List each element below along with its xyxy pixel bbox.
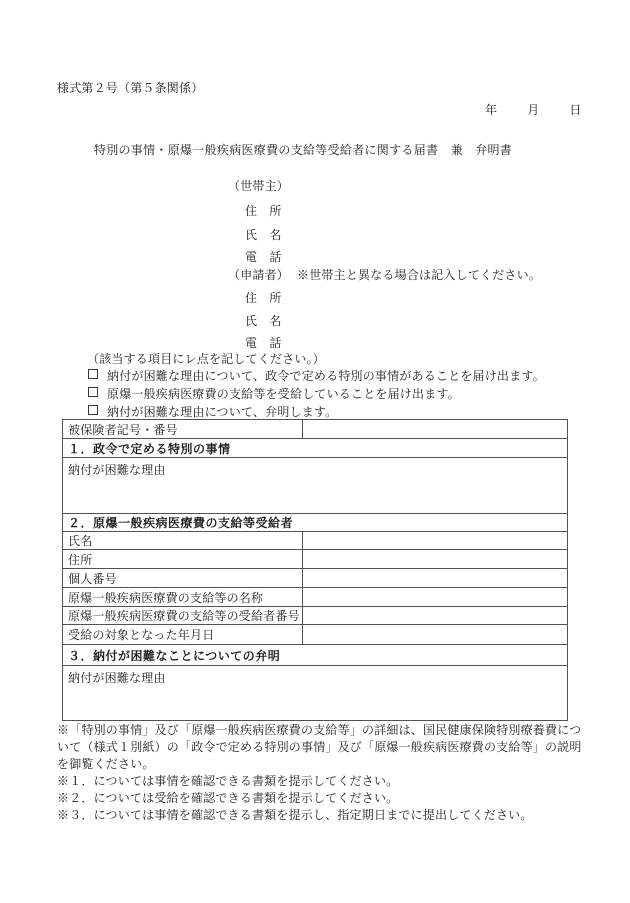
- checklist-item: [88, 367, 545, 384]
- table-row: [63, 532, 567, 550]
- insured-number-value-cell[interactable]: [303, 420, 567, 438]
- benefit-name-label: 原爆一般疾病医療費の支給等の名称: [63, 588, 303, 606]
- applicant-heading: （申請者）: [228, 268, 290, 282]
- table-row: [63, 607, 567, 625]
- benefit-name-value-cell[interactable]: [303, 588, 567, 606]
- household-head-heading: （世帯主）: [228, 179, 290, 193]
- insured-number-label: 被保険者記号・番号: [63, 420, 303, 438]
- section1-reason-label: 納付が困難な理由: [68, 463, 166, 477]
- table-row: [63, 550, 567, 569]
- recipient-name-label: 氏名: [63, 532, 303, 549]
- table-row: [63, 645, 567, 666]
- table-row: [63, 569, 567, 588]
- household-head-address-label: 住 所: [245, 204, 282, 218]
- applicant-note: ※世帯主と異なる場合は記入してください。: [297, 268, 542, 282]
- benefit-recipient-number-value-cell[interactable]: [303, 607, 567, 624]
- footnote-line: ※「特別の事情」及び「原爆一般疾病医療費の支給等」の詳細は、国民健康保険特別療養費につ: [57, 723, 582, 737]
- applicant-name-label: 氏 名: [245, 314, 282, 328]
- benefit-start-date-label: 受給の対象となった年月日: [63, 625, 303, 644]
- footnote-line: ※３．については事情を確認できる書類を提示し、指定期日までに提出してください。: [57, 808, 533, 822]
- applicant-phone-label: 電 話: [245, 336, 282, 350]
- table-row: [63, 420, 567, 439]
- table-row: [63, 439, 567, 458]
- date-month-label: 月: [527, 103, 540, 117]
- footnotes: [57, 722, 582, 824]
- table-row: [63, 514, 567, 532]
- recipient-address-label: 住所: [63, 550, 303, 568]
- checklist-item: [88, 403, 337, 420]
- benefit-recipient-number-label: 原爆一般疾病医療費の支給等の受給者番号: [63, 607, 303, 624]
- household-head-name-label: 氏 名: [245, 228, 282, 242]
- applicant-heading-line: [228, 266, 541, 283]
- footnote-line: ※１．については事情を確認できる書類を提示してください。: [57, 774, 399, 788]
- recipient-address-value-cell[interactable]: [303, 550, 567, 568]
- section3-reason-cell[interactable]: [63, 666, 567, 720]
- checklist-instruction: （該当する項目にレ点を記してください。）: [87, 352, 326, 366]
- form-table: [62, 419, 568, 721]
- personal-number-value-cell[interactable]: [303, 569, 567, 587]
- section3-heading: ３．納付が困難なことについての弁明: [68, 648, 281, 663]
- table-row: [63, 458, 567, 514]
- checklist-item-label: 納付が困難な理由について、弁明します。: [107, 405, 338, 419]
- benefit-start-date-value-cell[interactable]: [303, 625, 567, 644]
- table-row: [63, 625, 567, 645]
- footnote-line: を御覧ください。: [57, 757, 155, 771]
- personal-number-label: 個人番号: [63, 569, 303, 587]
- form-number: 様式第２号（第５条関係）: [57, 81, 204, 95]
- checkbox-abomb-medical-benefit[interactable]: [88, 387, 98, 397]
- section2-heading: ２．原爆一般疾病医療費の支給等受給者: [68, 516, 294, 530]
- table-row: [63, 666, 567, 720]
- section3-reason-label: 納付が困難な理由: [68, 671, 166, 685]
- table-row: [63, 588, 567, 607]
- form-title: 特別の事情・原爆一般疾病医療費の支給等受給者に関する届書 兼 弁明書: [93, 143, 513, 157]
- checklist-item-label: 納付が困難な理由について、政令で定める特別の事情があることを届け出ます。: [107, 369, 545, 383]
- section1-heading: １．政令で定める特別の事情: [68, 441, 231, 456]
- applicant-address-label: 住 所: [245, 291, 282, 305]
- recipient-name-value-cell[interactable]: [303, 532, 567, 549]
- section1-reason-cell[interactable]: [63, 458, 567, 513]
- footnote-line: ※２．については受給を確認できる書類を提示してください。: [57, 791, 399, 805]
- date-day-label: 日: [569, 103, 582, 117]
- checklist-item: [88, 385, 460, 402]
- checkbox-special-circumstances[interactable]: [88, 369, 98, 379]
- footnote-line: いて（様式１別紙）の「政令で定める特別の事情」及び「原爆一般疾病医療費の支給等」の説明: [57, 740, 582, 754]
- date-year-label: 年: [485, 103, 498, 117]
- checklist-item-label: 原爆一般疾病医療費の支給等を受給していることを届け出ます。: [107, 387, 460, 401]
- date-line: [485, 101, 582, 118]
- household-head-phone-label: 電 話: [245, 250, 282, 264]
- checkbox-explanation[interactable]: [88, 405, 98, 415]
